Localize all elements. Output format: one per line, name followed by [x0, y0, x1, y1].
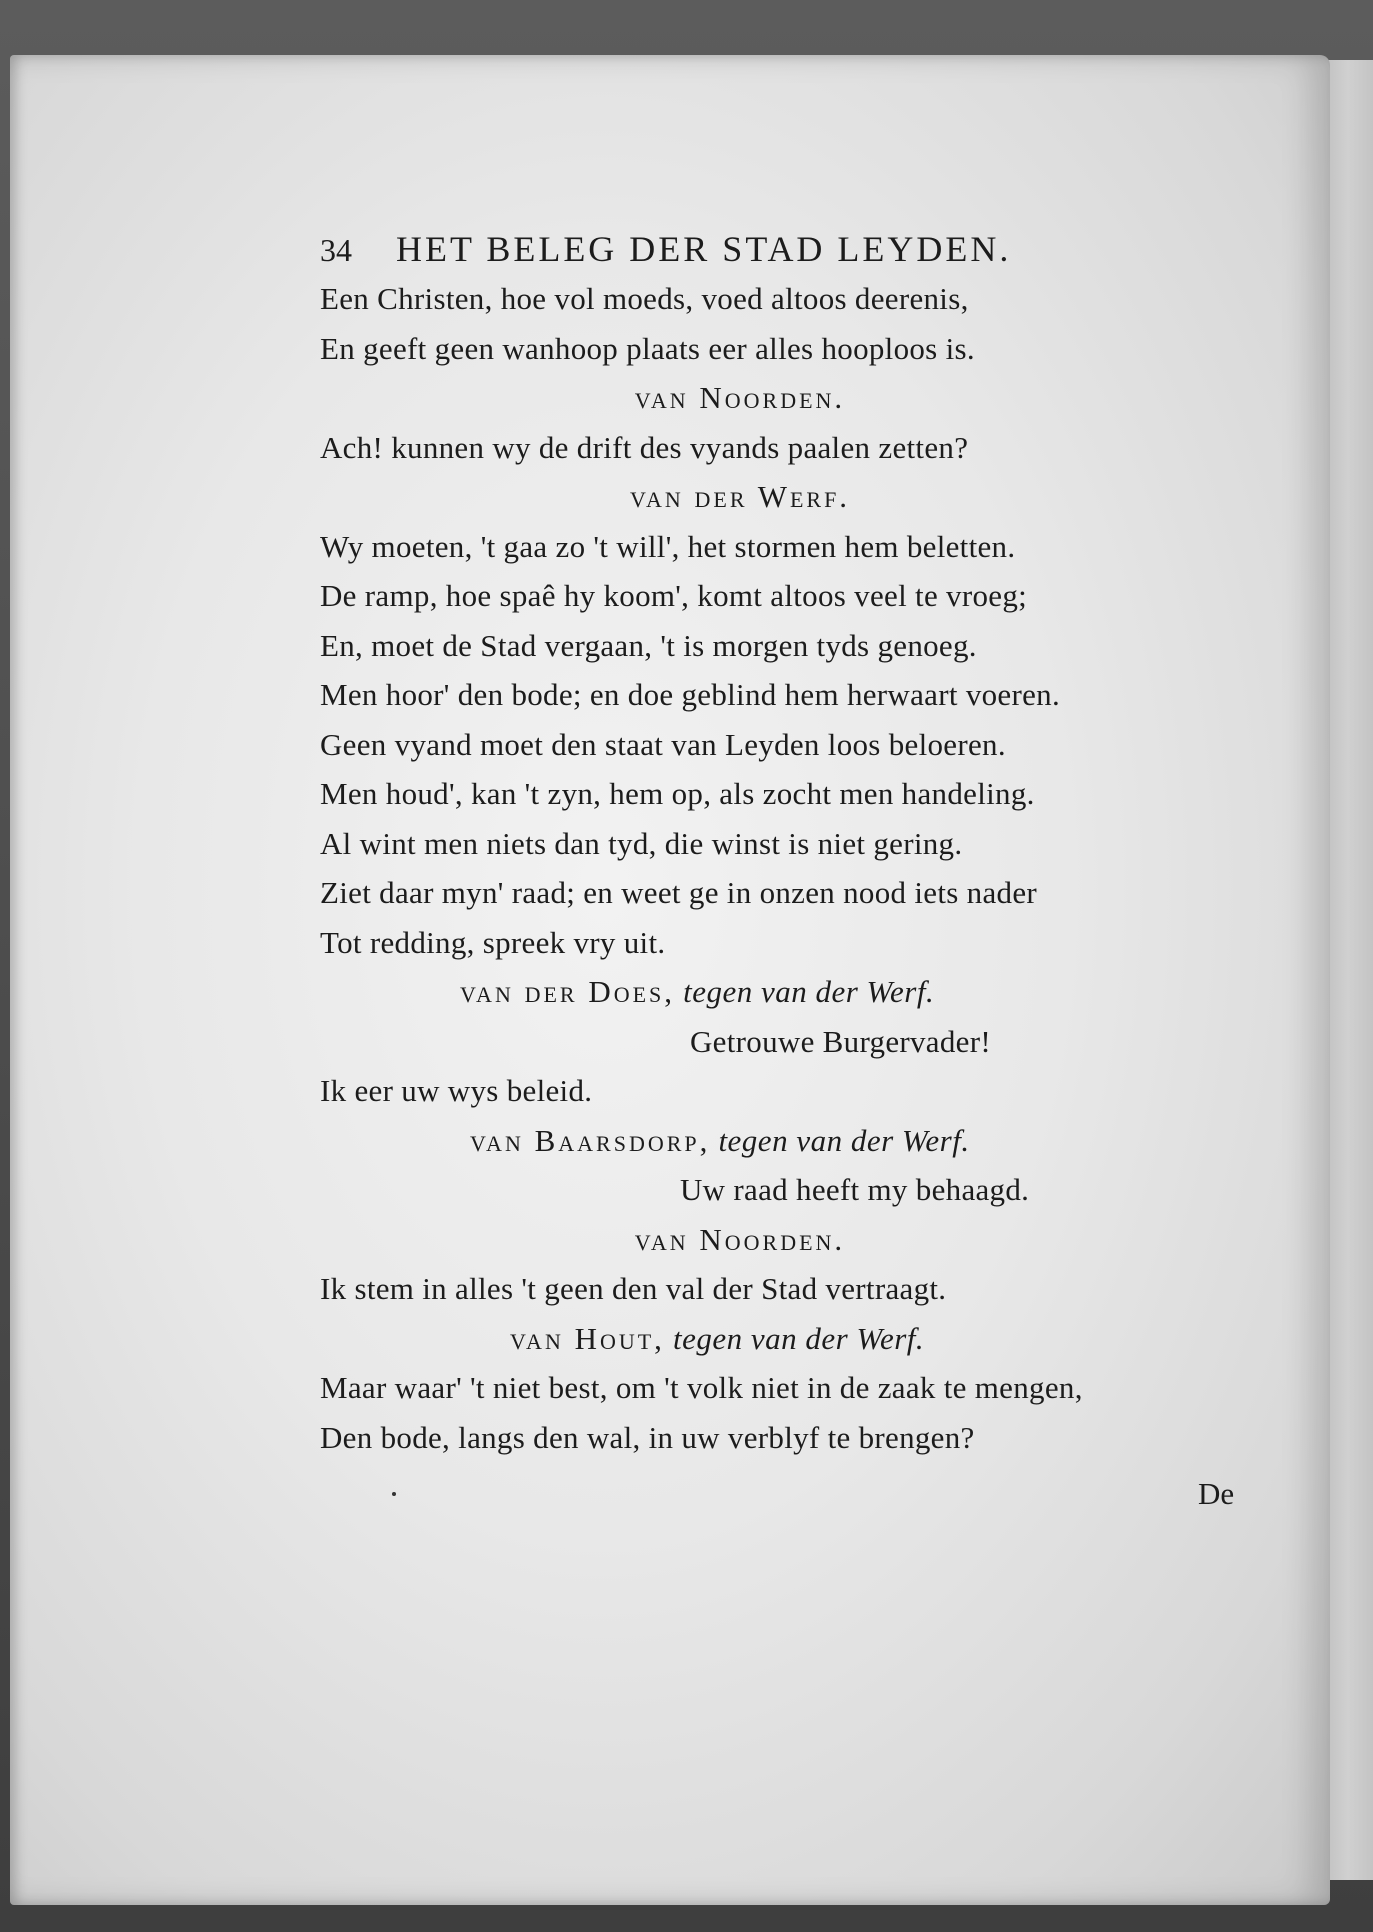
verse-line: En, moet de Stad vergaan, 't is morgen tyds genoeg. [320, 627, 977, 663]
verse-line: De ramp, hoe spaê hy koom', komt altoos veel te vroeg; [320, 578, 1028, 613]
speaker-heading: van Noorden. [634, 1221, 846, 1257]
page-text [320, 228, 1220, 1462]
stage-direction: tegen van der Werf. [683, 974, 935, 1009]
verse-line: Wy moeten, 't gaa zo 't will', het stormen hem beletten. [320, 528, 1016, 564]
verse-line: Een Christen, hoe vol moeds, voed altoos deerenis, [320, 281, 969, 316]
stage-direction: tegen van der Werf. [718, 1122, 970, 1158]
verse-line: Geen vyand moet den staat van Leyden loos beloeren. [320, 726, 1006, 762]
speaker-heading [320, 1116, 1220, 1166]
running-header [320, 228, 1220, 270]
stage-direction: tegen van der Werf. [673, 1320, 925, 1356]
verse-line: Den bode, langs den wal, in uw verblyf te brengen? [320, 1419, 975, 1455]
speaker-heading: van der Werf. [629, 479, 851, 514]
verse-line: Uw raad heeft my behaagd. [680, 1172, 1030, 1207]
speaker-name: van der Does, [460, 974, 676, 1009]
verse-line: Ik eer uw wys beleid. [320, 1073, 593, 1108]
verse-line: Getrouwe Burgervader! [690, 1023, 991, 1059]
catchword: De [1198, 1476, 1235, 1511]
verse-line: Maar waar' 't niet best, om 't volk niet in de zaak te mengen, [320, 1370, 1083, 1405]
verse-line: Tot redding, spreek vry uit. [320, 924, 666, 960]
speaker-name: van Baarsdorp, [470, 1122, 711, 1158]
speaker-heading [320, 1314, 1220, 1364]
verse-line: Men houd', kan 't zyn, hem op, als zocht men handeling. [320, 776, 1035, 811]
verse-line: Ach! kunnen wy de drift des vyands paalen zetten? [320, 429, 969, 465]
verse-line: Al wint men niets dan tyd, die winst is niet gering. [320, 825, 963, 861]
ink-speck [392, 1492, 396, 1496]
speaker-heading: van Noorden. [634, 380, 846, 415]
running-head-title: HET BELEG DER STAD LEYDEN. [396, 229, 1012, 269]
page-number: 34 [320, 232, 352, 268]
verse-line: Ziet daar myn' raad; en weet ge in onzen nood iets nader [320, 875, 1038, 910]
speaker-heading [320, 967, 1220, 1017]
verse-line: En geeft geen wanhoop plaats eer alles hooploos is. [320, 330, 975, 366]
verse-line: Men hoor' den bode; en doe geblind hem herwaart voeren. [320, 677, 1061, 712]
verse-line: Ik stem in alles 't geen den val der Stad vertraagt. [320, 1271, 947, 1306]
speaker-name: van Hout, [510, 1320, 665, 1356]
